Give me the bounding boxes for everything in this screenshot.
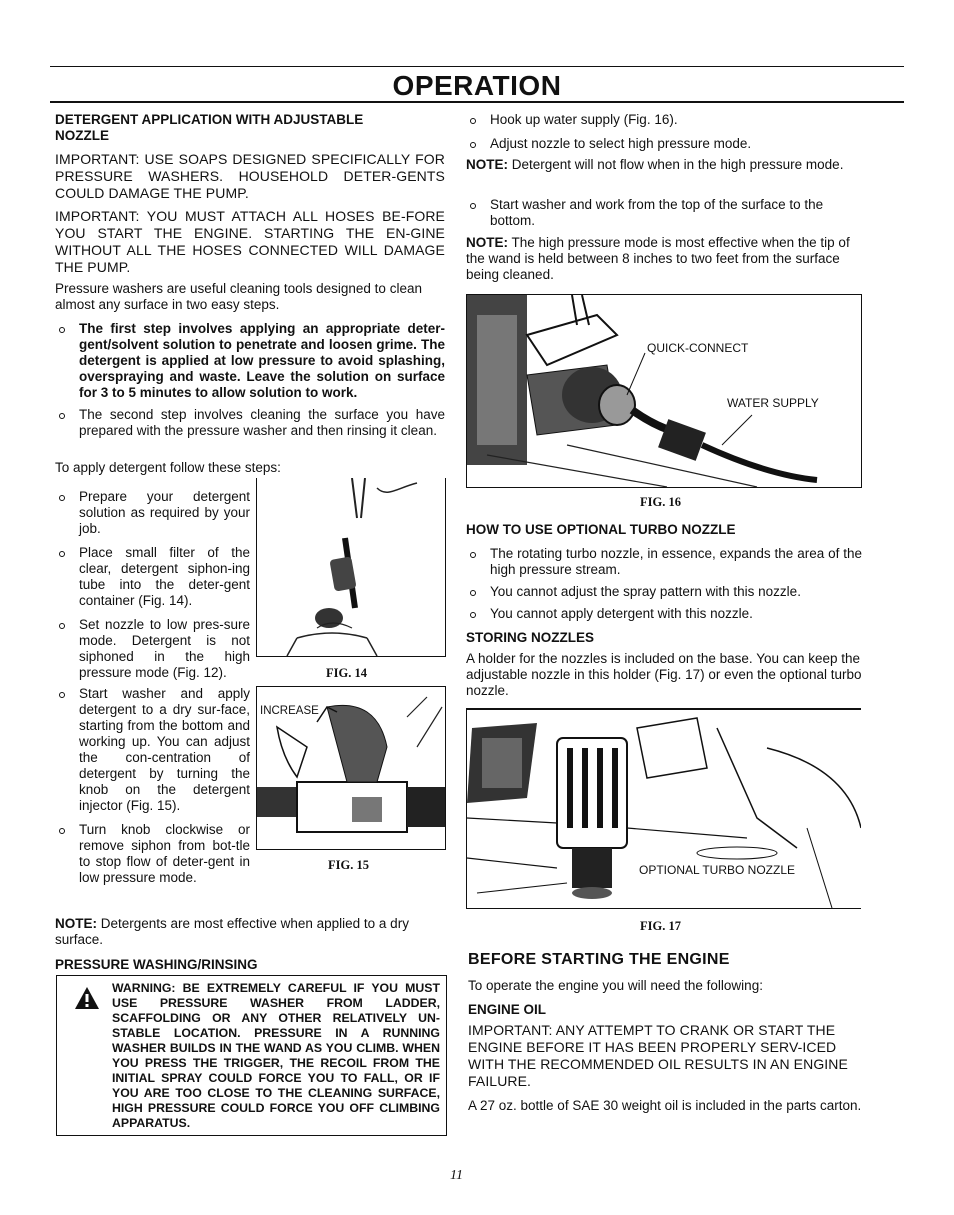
note2-label: NOTE: [466, 235, 508, 250]
fig-15-image [256, 686, 446, 850]
top-rule [50, 66, 904, 67]
rinse-list [466, 112, 858, 158]
note2-text: The high pressure mode is most effective when the tip of the wand is held between 8 inches to two feet from the surface being cleaned. [466, 235, 850, 282]
detergent-heading: DETERGENT APPLICATION WITH ADJUSTABLE NOZZLE [55, 112, 364, 143]
engine-oil-heading: ENGINE OIL [468, 1002, 547, 1017]
detergent-note [55, 916, 450, 948]
turbo-list [466, 546, 862, 628]
turbo-nozzle-label: OPTIONAL TURBO NOZZLE [639, 863, 796, 877]
step-2: The second step involves cleaning the surface you have prepared with the pressure washer and then rinsing it clean. [55, 407, 445, 439]
filter-bullet: Place small filter of the clear, detergent siphon-ing tube into the deter-gent container (Fig. 14). [55, 545, 250, 609]
turbo-bullet-3: You cannot apply detergent with this nozzle. [466, 606, 862, 622]
warning-triangle-icon [74, 986, 100, 1010]
note-label: NOTE: [55, 916, 97, 931]
oil-text: A 27 oz. bottle of SAE 30 weight oil is included in the parts carton. [468, 1098, 862, 1113]
before-starting-heading: BEFORE STARTING THE ENGINE [468, 951, 730, 968]
hook-bullet: Hook up water supply (Fig. 16). [466, 112, 858, 128]
nozzle-bullet: Set nozzle to low pres-sure mode. Detergent is not siphoned in the high pressure mode (Fig. 12). [55, 617, 250, 681]
important-soaps: IMPORTANT: USE SOAPS DESIGNED SPECIFICALLY FOR PRESSURE WASHERS. HOUSEHOLD DETER-GENTS COULD DAMAGE THE PUMP. [55, 151, 445, 201]
before-intro: To operate the engine you will need the following: [468, 978, 763, 993]
fig-17-image [466, 708, 861, 909]
startwash-list [466, 197, 858, 235]
steps-list [55, 321, 445, 445]
pressure-washing-heading: PRESSURE WASHING/RINSING [55, 957, 258, 972]
fig-15-caption: FIG. 15 [328, 858, 369, 872]
adjust-bullet: Adjust nozzle to select high pressure mode. [466, 136, 858, 152]
turn-bullet: Turn knob clockwise or remove siphon from bot-tle to stop flow of deter-gent in low pressure mode. [55, 822, 250, 886]
fig-16-caption: FIG. 16 [640, 495, 681, 509]
water-supply-label: WATER SUPPLY [727, 396, 819, 410]
important-hoses: IMPORTANT: YOU MUST ATTACH ALL HOSES BE-FORE YOU START THE ENGINE. STARTING THE EN-GINE WITHOUT ALL THE HOSES CONNECTED WILL DAMAGE THE PUMP. [55, 208, 445, 275]
page-title: OPERATION [392, 70, 562, 101]
nozzle-holder-illustration [467, 708, 861, 908]
apply-intro: To apply detergent follow these steps: [55, 460, 281, 475]
note1-label: NOTE: [466, 157, 508, 172]
page-number: 11 [450, 1168, 463, 1183]
turbo-bullet-1: The rotating turbo nozzle, in essence, expands the area of the high pressure stream. [466, 546, 862, 578]
siphon-bottle-illustration [257, 478, 445, 656]
step-1: The first step involves applying an appropriate deter-gent/solvent solution to penetrate and loosen grime. The detergent is applied at low pressure to avoid splashing, overspraying and waste. Leave the solution on surface for 3 to 5 minutes to allow solution to work. [55, 321, 445, 401]
fig-14-caption: FIG. 14 [326, 666, 367, 680]
wand-distance-note [466, 235, 858, 283]
high-pressure-note [466, 157, 858, 173]
fig-16-image [466, 294, 862, 488]
important-crank: IMPORTANT: ANY ATTEMPT TO CRANK OR START THE ENGINE BEFORE IT HAS BEEN PROPERLY SERV-ICED WITH THE RECOMMENDED OIL RESULTS IN AN ENGINE FAILURE. [468, 1022, 848, 1089]
quick-connect-label: QUICK-CONNECT [647, 341, 749, 355]
note-text: Detergents are most effective when applied to a dry surface. [55, 916, 409, 947]
increase-label: INCREASE [260, 705, 319, 717]
turbo-heading: HOW TO USE OPTIONAL TURBO NOZZLE [466, 522, 736, 537]
intro-text: Pressure washers are useful cleaning tools designed to clean almost any surface in two easy steps. [55, 281, 422, 312]
storing-heading: STORING NOZZLES [466, 630, 595, 645]
fig-14-image [256, 478, 446, 657]
title-underline [50, 101, 904, 103]
start-bullet: Start washer and apply detergent to a dry sur-face, starting from the bottom and working up. You can adjust the con-centration of detergent by turning the knob on the detergent injector (Fig. 15). [55, 686, 250, 814]
quick-connect-illustration [467, 295, 861, 487]
apply-list-b [55, 686, 250, 892]
turbo-bullet-2: You cannot adjust the spray pattern with this nozzle. [466, 584, 862, 600]
startwash-bullet: Start washer and work from the top of the surface to the bottom. [466, 197, 858, 229]
warning-box [56, 975, 447, 1136]
storing-text: A holder for the nozzles is included on the base. You can keep the adjustable nozzle in this holder (Fig. 17) or even the optional turbo nozzle. [466, 651, 862, 698]
prepare-bullet: Prepare your detergent solution as required by your job. [55, 489, 250, 537]
apply-list-a [55, 489, 250, 687]
note1-text: Detergent will not flow when in the high pressure mode. [511, 157, 844, 172]
warning-text: WARNING: BE EXTREMELY CAREFUL IF YOU MUST USE PRESSURE WASHER FROM LADDER, SCAFFOLDING OR ANY OTHER RELATIVELY UN-STABLE LOCATION. PRESSURE IN A RUNNING WASHER BUILDS IN THE WAND AS YOU CLIMB. WHEN YOU PRESS THE TRIGGER, THE RECOIL FROM THE INITIAL SPRAY COULD FORCE YOU TO FALL, OR IF YOU ARE TOO CLOSE TO THE CLEANING SURFACE, HIGH PRESSURE COULD FORCE YOU OFF CLIMBING APPARATUS. [112, 981, 440, 1130]
fig-17-caption: FIG. 17 [640, 919, 681, 933]
